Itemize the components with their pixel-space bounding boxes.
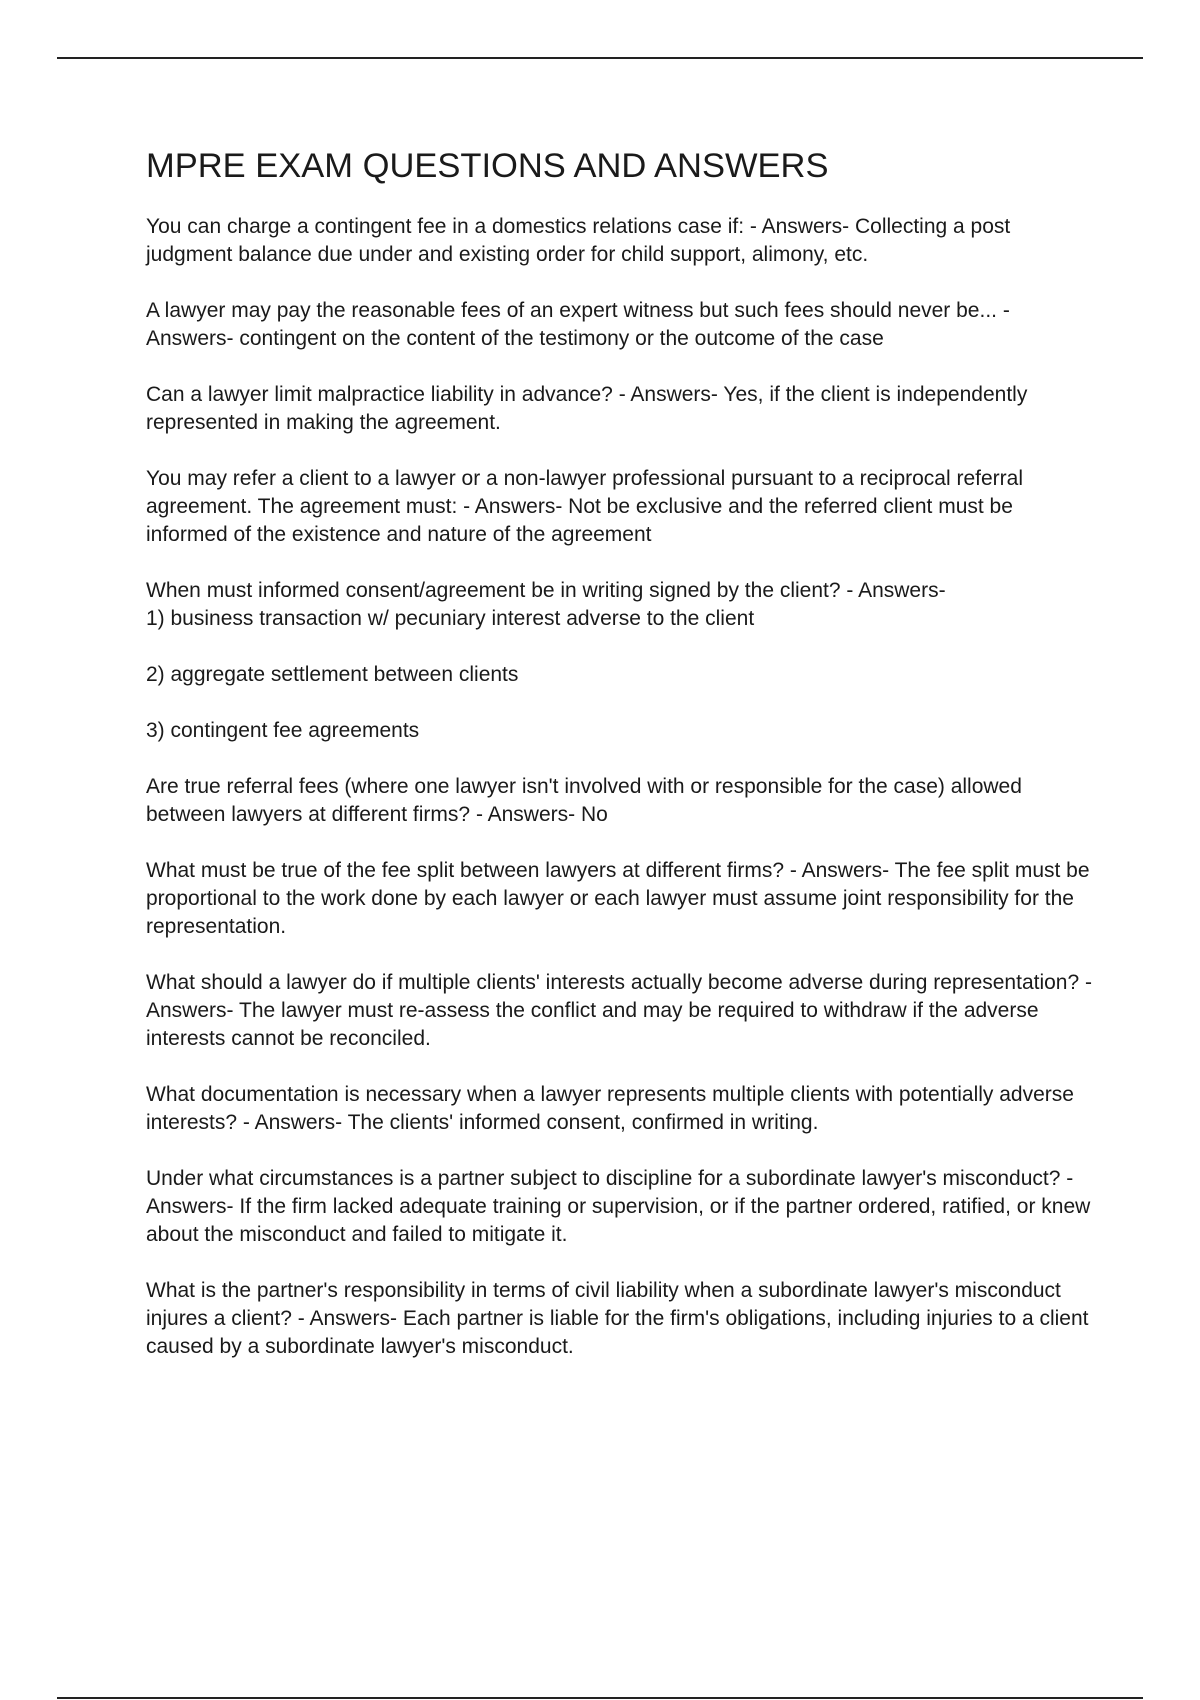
qa-entry: Under what circumstances is a partner subject to discipline for a subordinate lawyer's misconduct? - Answers- If the firm lacked adequate training or supervision, or if the partner ordered, ratified, or knew about the misconduct and failed to mitigate it. (146, 1165, 1096, 1249)
qa-entry: What must be true of the fee split between lawyers at different firms? - Answers- The fee split must be proportional to the work done by each lawyer or each lawyer must assume joint responsibility for the representation. (146, 857, 1096, 941)
top-rule (57, 57, 1143, 59)
qa-entry: A lawyer may pay the reasonable fees of an expert witness but such fees should never be... - Answers- contingent on the content of the testimony or the outcome of the case (146, 297, 1096, 353)
answer-continuation: 2) aggregate settlement between clients (146, 663, 519, 686)
qa-entry: What is the partner's responsibility in terms of civil liability when a subordinate lawyer's misconduct injures a client? - Answers- Each partner is liable for the firm's obligations, including injuries to a client caused by a subordinate lawyer's misconduct. (146, 1277, 1096, 1361)
bottom-rule (57, 1697, 1143, 1699)
qa-entry: When must informed consent/agreement be in writing signed by the client? - Answers- 1) business transaction w/ pecuniary interest adverse to the client (146, 577, 1096, 633)
qa-entry: Can a lawyer limit malpractice liability in advance? - Answers- Yes, if the client is independently represented in making the agreement. (146, 381, 1096, 437)
answer-continuation: 3) contingent fee agreements (146, 719, 420, 742)
qa-entry: You can charge a contingent fee in a domestics relations case if: - Answers- Collecting a post judgment balance due under and existing order for child support, alimony, etc. (146, 213, 1096, 269)
qa-entry: What documentation is necessary when a lawyer represents multiple clients with potentially adverse interests? - Answers- The clients' informed consent, confirmed in writing. (146, 1081, 1096, 1137)
document-title: MPRE EXAM QUESTIONS AND ANSWERS (146, 147, 829, 185)
document-body (146, 140, 1096, 1389)
qa-entry: Are true referral fees (where one lawyer isn't involved with or responsible for the case) allowed between lawyers at different firms? - Answers- No (146, 773, 1096, 829)
qa-entry: What should a lawyer do if multiple clients' interests actually become adverse during representation? - Answers- The lawyer must re-assess the conflict and may be required to withdraw if the adverse interests cannot be reconciled. (146, 969, 1096, 1053)
qa-entry: You may refer a client to a lawyer or a non-lawyer professional pursuant to a reciprocal referral agreement. The agreement must: - Answers- Not be exclusive and the referred client must be informed of the existence and nature of the agreement (146, 465, 1096, 549)
